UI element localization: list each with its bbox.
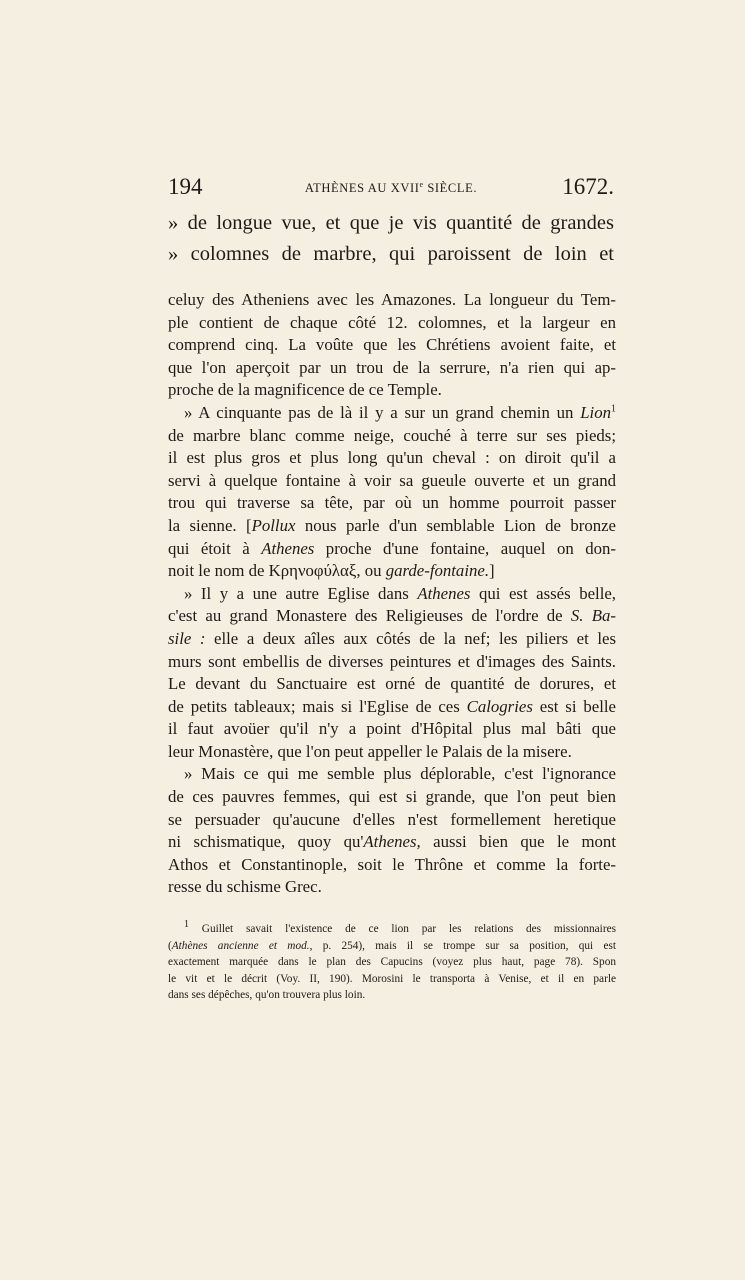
text-line: comprend cinq. La voûte que les Chrétiens avoient faite, et bbox=[168, 335, 616, 355]
text-line: ni schismatique, quoy qu'Athenes, aussi bien que le mont bbox=[168, 832, 616, 852]
header-year: 1672. bbox=[562, 174, 614, 199]
footnote-ref: 1 bbox=[611, 403, 616, 415]
text-line: celuy des Atheniens avec les Amazones. La longueur du Tem- bbox=[168, 290, 616, 309]
text-line: qui étoit à Athenes proche d'une fontaine, auquel on don- bbox=[168, 538, 616, 558]
footnote-line: dans ses dépêches, qu'on trouvera plus loin. bbox=[168, 989, 366, 1002]
paragraph bbox=[168, 763, 616, 899]
text-line: que l'on aperçoit par un trou de la serrure, n'a rien qui ap- bbox=[168, 357, 616, 377]
text-line: servi à quelque fontaine à voir sa gueule ouverte et un grand bbox=[168, 470, 616, 490]
paragraph bbox=[168, 289, 616, 402]
text-line: leur Monastère, que l'on peut appeller le Palais de la misere. bbox=[168, 741, 572, 761]
paragraph bbox=[168, 402, 616, 583]
text-line: de marbre blanc comme neige, couché à terre sur ses pieds; bbox=[168, 425, 616, 445]
text-line: » colomnes de marbre, qui paroissent de loin et bbox=[168, 243, 614, 265]
text-line: de petits tableaux; mais si l'Eglise de ces Calogries est si belle bbox=[168, 696, 616, 716]
quoted-continuation bbox=[168, 208, 614, 270]
page-number: 194 bbox=[168, 174, 203, 199]
text-line: Le devant du Sanctuaire est orné de quantité de dorures, et bbox=[168, 674, 616, 694]
text-line: » Il y a une autre Eglise dans Athenes qui est assés belle, bbox=[184, 583, 616, 603]
running-title: ATHÈNES AU XVIIe SIÈCLE. bbox=[304, 180, 478, 196]
text-line: il est plus gros et plus long qu'un cheval : on diroit qu'il a bbox=[168, 448, 616, 468]
footnote-line: exactement marquée dans le plan des Capucins (voyez plus haut, page 78). Spon bbox=[168, 956, 616, 969]
text-line: resse du schisme Grec. bbox=[168, 877, 322, 897]
running-header bbox=[168, 174, 614, 208]
text-line: de ces pauvres femmes, qui est si grande, que l'on peut bien bbox=[168, 787, 616, 807]
text-line: » Mais ce qui me semble plus déplorable, c'est l'ignorance bbox=[184, 764, 616, 784]
text-line: murs sont embellis de diverses peintures et d'images des Saints. bbox=[168, 651, 616, 671]
text-line: c'est au grand Monastere des Religieuses de l'ordre de S. Ba- bbox=[168, 606, 616, 626]
text-line: » de longue vue, et que je vis quantité de grandes bbox=[168, 212, 614, 234]
text-line: Athos et Constantinople, soit le Thrône et comme la forte- bbox=[168, 854, 616, 874]
text-line: sile : elle a deux aîles aux côtés de la nef; les piliers et les bbox=[168, 628, 616, 648]
footnote-line: 1 Guillet savait l'existence de ce lion par les relations des missionnaires bbox=[184, 919, 616, 935]
footnote-line: le vit et le décrit (Voy. II, 190). Morosini le transporta à Venise, et il en parle bbox=[168, 972, 616, 985]
text-line: se persuader qu'aucune d'elles n'est formellement heretique bbox=[168, 809, 616, 829]
paragraph bbox=[168, 583, 616, 764]
text-line: il faut avoüer qu'il n'y a point d'Hôpital plus mal bâti que bbox=[168, 719, 616, 739]
main-text bbox=[168, 289, 616, 899]
text-line: ple contient de chaque côté 12. colomnes, et la largeur en bbox=[168, 312, 616, 332]
text-line: trou qui traverse sa tête, par où un homme pourroit passer bbox=[168, 493, 616, 513]
text-line: » A cinquante pas de là il y a sur un grand chemin un Lion$^1$ bbox=[184, 402, 616, 422]
footnote-marker: 1 bbox=[184, 919, 189, 931]
footnotes bbox=[168, 921, 616, 1004]
text-line: la sienne. [Pollux nous parle d'un semblable Lion de bronze bbox=[168, 515, 617, 535]
footnote-line: (Athènes ancienne et mod., p. 254), mais il se trompe sur sa position, qui est bbox=[168, 939, 616, 952]
text-line: noit le nom de Κρηνοφύλαξ, ou garde-fontaine.] bbox=[168, 561, 495, 581]
text-line: proche de la magnificence de ce Temple. bbox=[168, 380, 442, 400]
